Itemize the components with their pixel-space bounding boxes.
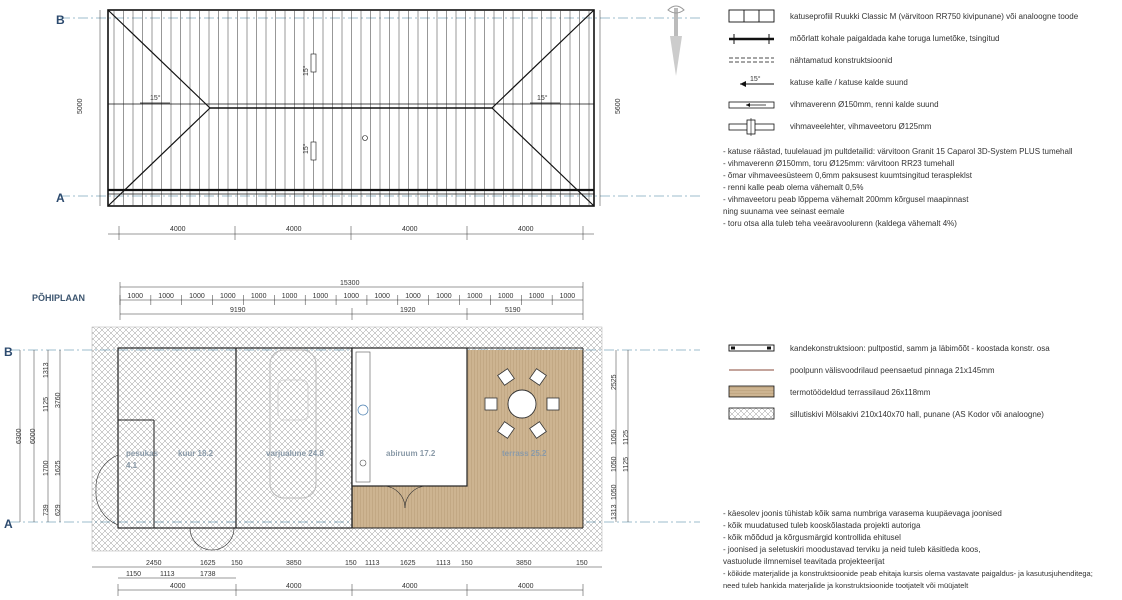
left-dim-4: 1700 xyxy=(43,460,50,476)
bottom-dimensions xyxy=(92,560,602,596)
grid-label-a-bottom: A xyxy=(4,517,13,531)
right-dim-6: 1050 xyxy=(611,484,618,500)
floor-plan-title: PÕHIPLAAN xyxy=(32,293,86,303)
top-dim-module: 1000 xyxy=(374,293,390,300)
legend-symbol-beam xyxy=(729,34,774,44)
legend-text-frame: kandekonstruktsioon: pultpostid, samm ja läbimõõt - koostada konstr. osa xyxy=(790,344,1050,353)
grid-label-b-bottom: B xyxy=(4,345,13,359)
room-area-pesukas: 4.1 xyxy=(126,461,138,470)
left-dim-3: 3760 xyxy=(55,392,62,408)
right-dimensions xyxy=(611,350,630,522)
legend-symbol-frame xyxy=(729,345,774,351)
bottom-dim-11: 150 xyxy=(576,560,588,567)
roof-note-2: - vihmaverenn Ø150mm, toru Ø125mm: värvitoon RR23 tumehall xyxy=(723,159,955,168)
left-dim-6: 739 xyxy=(43,504,50,516)
left-dim-outer: 6300 xyxy=(16,428,23,444)
top-dim-row2-3: 5190 xyxy=(505,307,521,314)
general-note-1: - käesolev joonis tühistab kõik sama numbriga varasema kuupäevaga joonised xyxy=(723,509,1002,518)
roof-dim-bottom-2: 4000 xyxy=(286,226,302,233)
roof-dim-bottom-1: 4000 xyxy=(170,226,186,233)
room-label-pesukas: pesukas xyxy=(126,449,159,458)
general-note-5: vastuolude ilmnemisel teavitada projekteerijat xyxy=(723,557,885,566)
bottom-dim-2: 1625 xyxy=(200,560,216,567)
top-dim-module: 1000 xyxy=(343,293,360,300)
right-dim-7: 1313 xyxy=(611,504,618,520)
left-dim-mid: 6000 xyxy=(30,428,37,444)
top-dim-module: 1000 xyxy=(436,293,452,300)
left-dim-5: 1625 xyxy=(55,460,62,476)
legend-text-cladding: poolpunn välisvoodrilaud peensaetud pinnaga 21x145mm xyxy=(790,366,995,375)
legend-symbol-hidden xyxy=(729,58,774,62)
room-label-kuur: kuur 18.2 xyxy=(178,449,214,458)
floor-plan xyxy=(4,280,700,596)
roof-note-7: - toru otsa alla tuleb teha veeäravoolurenn (kaldega vähemalt 4%) xyxy=(723,219,957,228)
general-note-3: - kõik mõõdud ja kõrgusmärgid kontrollida ehitusel xyxy=(723,533,901,542)
roof-note-5: - vihmaveetoru peab lõppema vähemalt 200mm kõrgusel maapinnast xyxy=(723,195,969,204)
roof-slope-label-top: 15° xyxy=(303,65,310,76)
legend-symbol-gutter xyxy=(729,102,774,108)
left-dim-2: 1125 xyxy=(43,396,50,412)
general-notes xyxy=(723,509,1093,590)
storage-room xyxy=(352,348,467,486)
right-dim-2: 1050 xyxy=(611,429,618,445)
grid-label-b-top: B xyxy=(56,13,65,27)
top-dim-row2-2: 1920 xyxy=(400,307,416,314)
left-dim-7: 629 xyxy=(55,504,62,516)
roof-slope-label-left: 15° xyxy=(150,95,161,102)
right-dim-5: 1125 xyxy=(623,456,630,472)
roof-note-4: - renni kalle peab olema vähemalt 0,5% xyxy=(723,183,864,192)
roof-notes xyxy=(723,147,1073,228)
legend-symbol-slope xyxy=(740,75,774,87)
bottom-dim-9: 150 xyxy=(461,560,473,567)
roof-dim-left: 5000 xyxy=(77,98,84,114)
room-label-terrass: terrass 25.2 xyxy=(502,449,547,458)
bottom-dim-row2-2: 1113 xyxy=(160,571,175,578)
general-note-6: - kõikide materjalide ja konstruktsioonide peab ehitaja kursis olema vastavate paigaldus- ja kasutusjuhenditega; xyxy=(723,569,1093,578)
bottom-dim-5: 150 xyxy=(345,560,357,567)
roof-legend xyxy=(729,10,1079,136)
top-dim-module: 1000 xyxy=(497,293,514,300)
roof-note-6: ning suunama vee seinast eemale xyxy=(723,207,845,216)
top-dim-module: 1000 xyxy=(189,293,205,300)
bottom-dim-3: 150 xyxy=(231,560,243,567)
roof-bottom-dims xyxy=(119,226,583,240)
roof-dim-bottom-3: 4000 xyxy=(402,226,418,233)
general-note-4: - joonised ja seletuskiri moodustavad terviku ja neid tuleb käsitleda koos, xyxy=(723,545,981,554)
legend-text-downpipe: vihmaveelehter, vihmaveetoru Ø125mm xyxy=(790,122,932,131)
top-dim-module: 1000 xyxy=(528,293,545,300)
floor-legend xyxy=(729,344,1050,419)
terrace-decking xyxy=(467,350,583,528)
bottom-dim-row2-3: 1738 xyxy=(200,571,216,578)
legend-symbol-downpipe xyxy=(729,118,774,136)
bottom-dim-4: 3850 xyxy=(286,560,302,567)
top-dim-module: 1000 xyxy=(127,293,144,300)
legend-text-deck: termotöödeldud terrassilaud 26x118mm xyxy=(790,388,931,397)
bottom-dim-row3-4: 4000 xyxy=(518,583,534,590)
right-dim-4: 1050 xyxy=(611,456,618,472)
room-label-varjualune: varjualune 24.8 xyxy=(266,449,324,458)
right-dim-1: 2525 xyxy=(611,374,618,390)
bottom-dim-7: 1625 xyxy=(400,560,416,567)
bottom-dim-8: 1113 xyxy=(436,560,451,567)
legend-symbol-paving xyxy=(729,408,774,419)
roof-slope-label-bottom: 15° xyxy=(303,143,310,154)
roof-note-3: - õmar vihmaveesüsteem 0,6mm paksusest kuumtsingitud teraspleklst xyxy=(723,171,972,180)
top-dim-module: 1000 xyxy=(466,293,483,300)
entrance-decking xyxy=(352,486,467,528)
bottom-dim-row2-1: 1150 xyxy=(126,571,142,578)
top-dim-row2-1: 9190 xyxy=(230,307,246,314)
overall-dim: 15300 xyxy=(340,280,360,287)
bottom-dim-1: 2450 xyxy=(146,560,162,567)
legend-text-slope: katuse kalle / katuse kalde suund xyxy=(790,78,908,87)
legend-text-beam: mõõrlatt kohale paigaldada kahe toruga lumetõke, tsingitud xyxy=(790,34,1000,43)
bottom-dim-6: 1113 xyxy=(365,560,380,567)
roof-note-1: - katuse räästad, tuulelauad jm pultdetailid: värvitoon Granit 15 Caparol 3D-System PLUS tumehall xyxy=(723,147,1073,156)
top-dim-module: 1000 xyxy=(405,293,421,300)
roof-plan xyxy=(56,10,700,240)
company-logo xyxy=(668,6,684,76)
top-dim-module: 1000 xyxy=(250,293,267,300)
bottom-dim-row3-3: 4000 xyxy=(402,583,418,590)
legend-symbol-deck xyxy=(729,386,774,397)
roof-dim-right: 5600 xyxy=(615,98,622,114)
top-dim-module: 1000 xyxy=(559,293,576,300)
legend-symbol-profile xyxy=(729,10,774,22)
roof-slope-label-right: 15° xyxy=(537,95,548,102)
legend-text-profile: katuseprofiil Ruukki Classic M (värvitoon RR750 kivipunane) või analoogne toode xyxy=(790,12,1079,21)
legend-text-hidden: nähtamatud konstruktsioonid xyxy=(790,56,893,65)
general-note-7: need tuleb hankida materjalide ja konstruktsioonide tootjatelt või müüjatelt xyxy=(723,581,969,590)
bottom-dim-10: 3850 xyxy=(516,560,532,567)
roof-dim-bottom-4: 4000 xyxy=(518,226,534,233)
general-note-2: - kõik muudatused tuleb kooskõlastada projekti autoriga xyxy=(723,521,921,530)
legend-text-gutter: vihmaverenn Ø150mm, renni kalde suund xyxy=(790,100,939,109)
top-dim-module: 1000 xyxy=(158,293,174,300)
round-table xyxy=(508,390,536,418)
bottom-dim-row3-2: 4000 xyxy=(286,583,302,590)
top-dims-row1 xyxy=(120,293,575,305)
top-dim-module: 1000 xyxy=(220,293,236,300)
left-dim-1: 1313 xyxy=(43,362,50,378)
right-dim-3: 1125 xyxy=(623,429,630,445)
bottom-dim-row3-1: 4000 xyxy=(170,583,186,590)
room-label-abiruum: abiruum 17.2 xyxy=(386,449,436,458)
legend-slope-value: 15° xyxy=(750,76,761,83)
grid-label-a-top: A xyxy=(56,191,65,205)
top-dim-module: 1000 xyxy=(312,293,329,300)
top-dim-module: 1000 xyxy=(281,293,298,300)
left-dimensions xyxy=(16,350,62,522)
legend-text-paving: sillutiskivi Mölsakivi 210x140x70 hall, punane (AS Kodor või analoogne) xyxy=(790,410,1044,419)
